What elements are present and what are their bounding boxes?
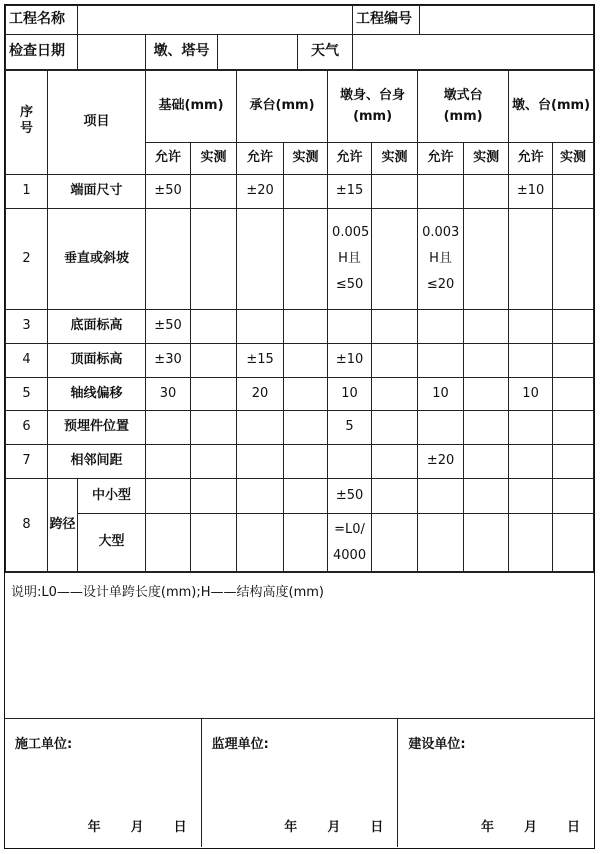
year-label: 年 xyxy=(87,820,101,835)
row-number: 1 xyxy=(6,175,48,209)
measured-cell[interactable] xyxy=(372,479,418,514)
table-row xyxy=(6,514,594,572)
measured-cell[interactable] xyxy=(553,514,594,572)
table-row xyxy=(6,445,594,479)
allow-cell: 5 xyxy=(328,411,372,445)
span-sub-item: 中小型 xyxy=(78,479,146,514)
measured-cell[interactable] xyxy=(372,209,418,310)
month-label: 月 xyxy=(130,820,144,835)
row-item: 顶面标高 xyxy=(48,344,146,378)
measured-cell[interactable] xyxy=(464,479,509,514)
allow-cell xyxy=(509,209,553,310)
measured-cell[interactable] xyxy=(553,445,594,479)
allow-cell: ±20 xyxy=(418,445,464,479)
measured-cell[interactable] xyxy=(284,514,328,572)
month-label: 月 xyxy=(523,820,537,835)
measured-cell[interactable] xyxy=(372,344,418,378)
row-item: 底面标高 xyxy=(48,310,146,344)
table-row xyxy=(6,411,594,445)
check-date-field[interactable] xyxy=(78,35,146,70)
measured-cell[interactable] xyxy=(284,479,328,514)
measured-cell[interactable] xyxy=(372,175,418,209)
measured-cell[interactable] xyxy=(553,378,594,411)
allow-cell: ±10 xyxy=(328,344,372,378)
allow-header: 允许 xyxy=(237,143,284,175)
allow-cell: ±20 xyxy=(237,175,284,209)
row-item: 轴线偏移 xyxy=(48,378,146,411)
table-row xyxy=(6,209,594,310)
measured-cell[interactable] xyxy=(284,378,328,411)
table-row xyxy=(6,378,594,411)
date-line xyxy=(451,816,580,835)
signature-section xyxy=(5,718,594,847)
allow-header: 允许 xyxy=(509,143,553,175)
table-row xyxy=(6,344,594,378)
allow-cell xyxy=(237,411,284,445)
allow-cell: 0.005 H且 ≤50 xyxy=(328,209,372,310)
allow-cell xyxy=(418,479,464,514)
allow-cell: ±15 xyxy=(237,344,284,378)
measured-cell[interactable] xyxy=(191,378,237,411)
measured-header: 实测 xyxy=(553,143,594,175)
weather-label: 天气 xyxy=(298,35,353,70)
allow-cell: ±10 xyxy=(509,175,553,209)
row-number: 8 xyxy=(6,479,48,572)
measured-header: 实测 xyxy=(372,143,418,175)
measured-cell[interactable] xyxy=(191,209,237,310)
allow-cell xyxy=(509,514,553,572)
allow-header: 允许 xyxy=(146,143,191,175)
measured-cell[interactable] xyxy=(553,175,594,209)
measured-cell[interactable] xyxy=(191,310,237,344)
allow-header: 允许 xyxy=(328,143,372,175)
span-label: 跨径 xyxy=(48,479,78,572)
project-no-label: 工程编号 xyxy=(353,6,420,35)
allow-cell: ±30 xyxy=(146,344,191,378)
allow-cell xyxy=(418,411,464,445)
measured-cell[interactable] xyxy=(372,378,418,411)
measured-cell[interactable] xyxy=(553,479,594,514)
measured-cell[interactable] xyxy=(553,411,594,445)
measured-cell[interactable] xyxy=(464,310,509,344)
allow-header: 允许 xyxy=(418,143,464,175)
owner-unit-label: 建设单位: xyxy=(408,737,466,752)
allow-cell xyxy=(418,310,464,344)
measured-cell[interactable] xyxy=(372,411,418,445)
header-table xyxy=(5,5,594,70)
allow-cell xyxy=(237,479,284,514)
measured-cell[interactable] xyxy=(553,310,594,344)
allow-cell xyxy=(418,344,464,378)
allow-cell: ±50 xyxy=(328,479,372,514)
row-number: 4 xyxy=(6,344,48,378)
measured-cell[interactable] xyxy=(284,445,328,479)
allow-cell xyxy=(237,209,284,310)
measured-cell[interactable] xyxy=(191,514,237,572)
allow-cell xyxy=(509,344,553,378)
allow-cell xyxy=(509,411,553,445)
group-header-cap: 承台(mm) xyxy=(237,71,328,143)
table-row xyxy=(6,479,594,514)
project-name-label: 工程名称 xyxy=(6,6,78,35)
allow-cell xyxy=(237,310,284,344)
group-header-pier-abutment: 墩式台(mm) xyxy=(418,71,509,143)
year-label: 年 xyxy=(284,820,298,835)
group-header-pier-body: 墩身、台身(mm) xyxy=(328,71,418,143)
row-item: 垂直或斜坡 xyxy=(48,209,146,310)
measured-cell[interactable] xyxy=(191,175,237,209)
allow-cell xyxy=(146,411,191,445)
allow-cell: =L0/ 4000 xyxy=(328,514,372,572)
measured-cell[interactable] xyxy=(191,445,237,479)
measured-cell[interactable] xyxy=(284,175,328,209)
measured-cell[interactable] xyxy=(464,411,509,445)
seq-header: 序号 xyxy=(6,71,48,175)
allow-cell xyxy=(418,175,464,209)
row-number: 5 xyxy=(6,378,48,411)
construction-unit-block[interactable] xyxy=(5,719,202,847)
group-header-pier: 墩、台(mm) xyxy=(509,71,594,143)
measured-cell[interactable] xyxy=(284,344,328,378)
measured-cell[interactable] xyxy=(284,310,328,344)
allow-cell: ±50 xyxy=(146,310,191,344)
row-item: 端面尺寸 xyxy=(48,175,146,209)
measured-cell[interactable] xyxy=(284,411,328,445)
allow-cell: 10 xyxy=(509,378,553,411)
row-number: 3 xyxy=(6,310,48,344)
item-header: 项目 xyxy=(48,71,146,175)
row-number: 6 xyxy=(6,411,48,445)
measured-cell[interactable] xyxy=(464,344,509,378)
allow-cell: 10 xyxy=(328,378,372,411)
project-no-field[interactable] xyxy=(420,6,594,35)
span-sub-item: 大型 xyxy=(78,514,146,572)
date-line xyxy=(254,816,383,835)
measured-cell[interactable] xyxy=(191,411,237,445)
project-name-field[interactable] xyxy=(78,6,353,35)
measured-cell[interactable] xyxy=(284,209,328,310)
day-label: 日 xyxy=(370,820,384,835)
measured-cell[interactable] xyxy=(372,514,418,572)
measured-header: 实测 xyxy=(464,143,509,175)
measured-cell[interactable] xyxy=(191,344,237,378)
allow-cell: ±50 xyxy=(146,175,191,209)
allow-cell xyxy=(328,310,372,344)
note-text: 说明:L0——设计单跨长度(mm);H——结构高度(mm) xyxy=(11,585,324,600)
month-label: 月 xyxy=(327,820,341,835)
allow-cell xyxy=(509,445,553,479)
allow-cell xyxy=(237,445,284,479)
allow-cell xyxy=(146,445,191,479)
weather-field[interactable] xyxy=(353,35,594,70)
pier-no-label: 墩、塔号 xyxy=(146,35,218,70)
allow-cell: 10 xyxy=(418,378,464,411)
measured-header: 实测 xyxy=(284,143,328,175)
owner-unit-block[interactable] xyxy=(398,719,594,847)
date-line xyxy=(58,816,187,835)
allow-cell: ±15 xyxy=(328,175,372,209)
measured-cell[interactable] xyxy=(464,378,509,411)
allow-cell: 20 xyxy=(237,378,284,411)
inspection-form xyxy=(4,4,595,849)
group-header-foundation: 基础(mm) xyxy=(146,71,237,143)
pier-no-field[interactable] xyxy=(218,35,298,70)
measured-cell[interactable] xyxy=(372,445,418,479)
allow-cell xyxy=(328,445,372,479)
table-row xyxy=(6,310,594,344)
measured-cell[interactable] xyxy=(191,479,237,514)
measured-cell[interactable] xyxy=(464,514,509,572)
allow-cell xyxy=(146,209,191,310)
allow-cell xyxy=(509,310,553,344)
allow-cell xyxy=(146,514,191,572)
measured-cell[interactable] xyxy=(372,310,418,344)
year-label: 年 xyxy=(480,820,494,835)
table-row xyxy=(6,175,594,209)
row-item: 预埋件位置 xyxy=(48,411,146,445)
allow-cell xyxy=(509,479,553,514)
check-date-label: 检查日期 xyxy=(6,35,78,70)
allow-cell xyxy=(146,479,191,514)
supervision-unit-label: 监理单位: xyxy=(211,737,269,752)
measured-cell[interactable] xyxy=(464,445,509,479)
measured-header: 实测 xyxy=(191,143,237,175)
measured-cell[interactable] xyxy=(553,344,594,378)
allow-cell xyxy=(418,514,464,572)
day-label: 日 xyxy=(567,820,581,835)
tolerance-table xyxy=(5,70,594,572)
allow-cell xyxy=(237,514,284,572)
allow-cell: 0.003 H且 ≤20 xyxy=(418,209,464,310)
allow-cell: 30 xyxy=(146,378,191,411)
row-item: 相邻间距 xyxy=(48,445,146,479)
measured-cell[interactable] xyxy=(553,209,594,310)
row-number: 7 xyxy=(6,445,48,479)
construction-unit-label: 施工单位: xyxy=(15,737,73,752)
note-section xyxy=(5,572,594,718)
row-number: 2 xyxy=(6,209,48,310)
supervision-unit-block[interactable] xyxy=(202,719,399,847)
day-label: 日 xyxy=(173,820,187,835)
measured-cell[interactable] xyxy=(464,175,509,209)
measured-cell[interactable] xyxy=(464,209,509,310)
